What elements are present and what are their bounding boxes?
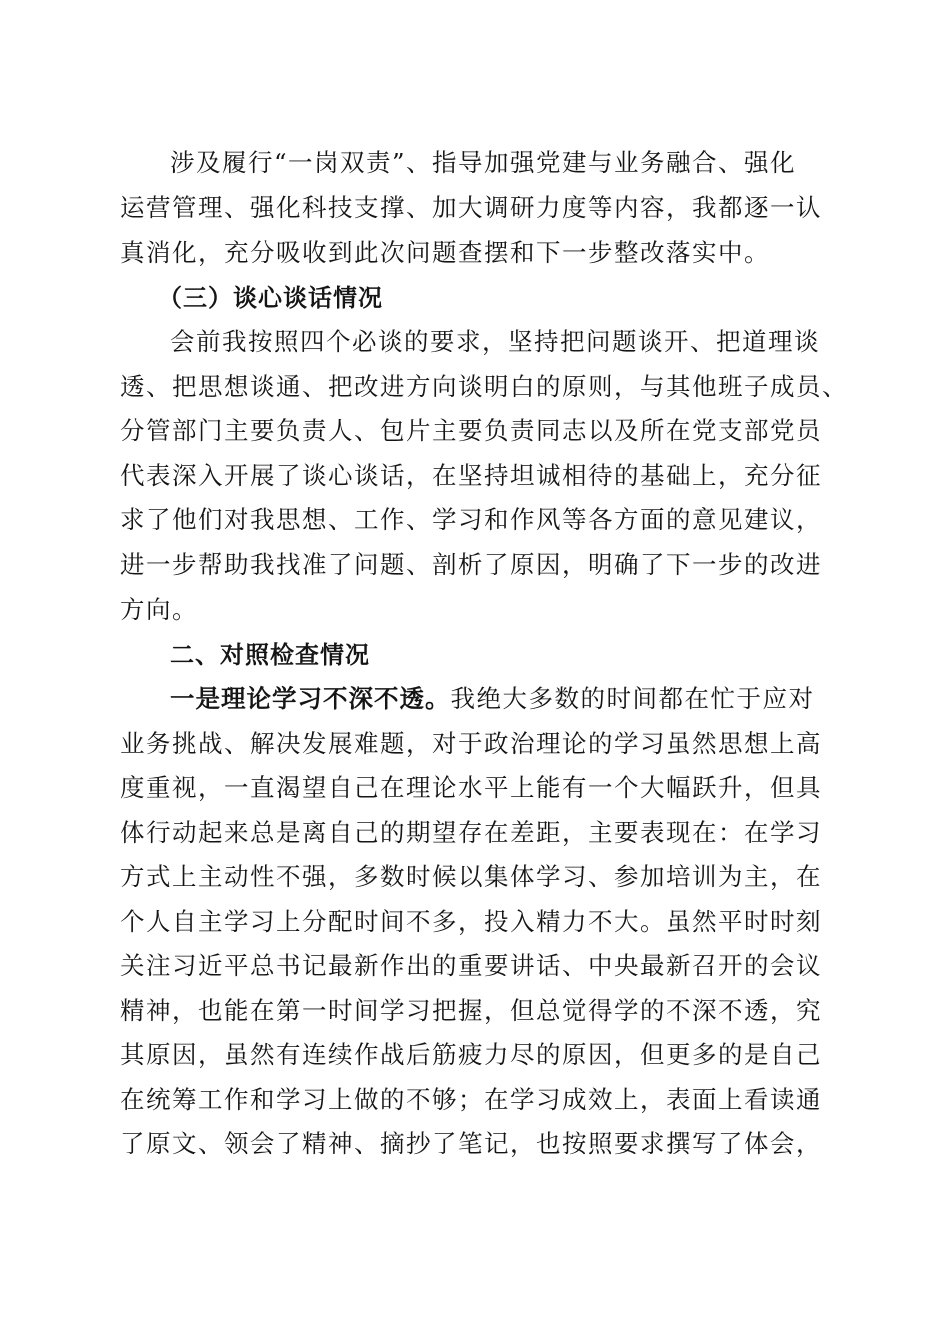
paragraph-line: 运营管理、强化科技支撑、加大调研力度等内容，我都逐一认 <box>120 193 822 222</box>
paragraph-line: 个人自主学习上分配时间不多，投入精力不大。虽然平时时刻 <box>120 907 822 936</box>
paragraph-line: 会前我按照四个必谈的要求，坚持把问题谈开、把道理谈 <box>170 327 820 356</box>
paragraph-line: 业务挑战、解决发展难题，对于政治理论的学习虽然思想上高 <box>120 729 822 758</box>
paragraph-line: 精神，也能在第一时间学习把握，但总觉得学的不深不透，究 <box>120 996 822 1025</box>
paragraph-line: 方向。 <box>120 595 198 624</box>
paragraph-line: 透、把思想谈通、把改进方向谈明白的原则，与其他班子成员、 <box>120 372 848 401</box>
paragraph-line: 其原因，虽然有连续作战后筋疲力尽的原因，但更多的是自己 <box>120 1040 822 1069</box>
paragraph-line: 方式上主动性不强，多数时候以集体学习、参加培训为主，在 <box>120 862 822 891</box>
paragraph-line: 度重视，一直渴望自己在理论水平上能有一个大幅跃升，但具 <box>120 773 822 802</box>
point-lead-rest: 我绝大多数的时间都在忙于应对 <box>450 684 815 713</box>
paragraph-line: 了原文、领会了精神、摘抄了笔记，也按照要求撰写了体会， <box>120 1129 822 1158</box>
paragraph-line: 代表深入开展了谈心谈话，在坚持坦诚相待的基础上，充分征 <box>120 461 822 490</box>
paragraph-line: 求了他们对我思想、工作、学习和作风等各方面的意见建议， <box>120 505 822 534</box>
paragraph-line: 分管部门主要负责人、包片主要负责同志以及所在党支部党员 <box>120 416 822 445</box>
paragraph-line: 关注习近平总书记最新作出的重要讲话、中央最新召开的会议 <box>120 951 822 980</box>
section-heading-talks: （三）谈心谈话情况 <box>158 284 383 312</box>
paragraph-line: 进一步帮助我找准了问题、剖析了原因，明确了下一步的改进 <box>120 550 822 579</box>
section-heading-check: 二、对照检查情况 <box>170 641 370 669</box>
paragraph-line: 真消化，充分吸收到此次问题查摆和下一步整改落实中。 <box>120 238 770 267</box>
point-lead: 一是理论学习不深不透。 <box>170 684 451 713</box>
paragraph-line: 在统筹工作和学习上做的不够；在学习成效上，表面上看读通 <box>120 1085 822 1114</box>
paragraph-line: 体行动起来总是离自己的期望存在差距，主要表现在：在学习 <box>120 818 822 847</box>
paragraph-line <box>170 684 820 714</box>
paragraph-line: 涉及履行“一岗双责”、指导加强党建与业务融合、强化 <box>170 148 797 177</box>
